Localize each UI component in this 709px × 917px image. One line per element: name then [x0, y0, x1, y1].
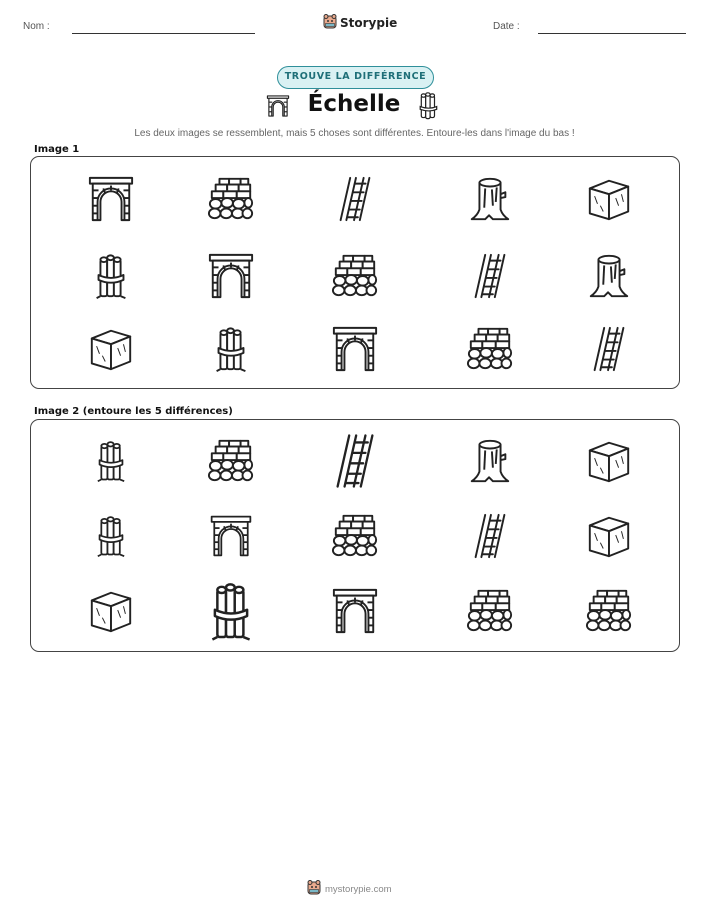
stone-block-icon	[585, 512, 633, 560]
image2-cell[interactable]	[569, 579, 649, 643]
stone-wall-icon	[331, 512, 379, 560]
image2-cell[interactable]	[71, 504, 151, 568]
image2-cell[interactable]	[569, 429, 649, 493]
image2-cell[interactable]	[450, 579, 530, 643]
bear-icon	[323, 14, 337, 32]
image2-cell[interactable]	[71, 429, 151, 493]
image1-panel	[30, 156, 680, 389]
image1-cell[interactable]	[191, 317, 271, 381]
image1-label: Image 1	[34, 144, 80, 155]
title-wood-bundle-icon	[418, 91, 440, 121]
image2-cell[interactable]	[71, 579, 151, 643]
arch-icon	[207, 252, 255, 300]
stone-block-icon	[585, 437, 633, 485]
tree-stump-icon	[466, 437, 514, 485]
image1-cell[interactable]	[71, 167, 151, 231]
image1-cell[interactable]	[450, 317, 530, 381]
ladder-icon	[466, 252, 514, 300]
ladder-icon	[585, 325, 633, 373]
image2-cell[interactable]	[315, 579, 395, 643]
arch-icon	[87, 175, 135, 223]
stone-block-icon	[87, 587, 135, 635]
ladder-icon	[466, 512, 514, 560]
instructions: Les deux images se ressemblent, mais 5 choses sont différentes. Entoure-les dans l'image du bas !	[134, 128, 575, 139]
image1-cell[interactable]	[315, 244, 395, 308]
image1-cell[interactable]	[315, 317, 395, 381]
wood-bundle-icon	[87, 252, 135, 300]
image2-label: Image 2 (entoure les 5 différences)	[34, 406, 233, 417]
date-label: Date :	[493, 21, 520, 32]
image2-cell[interactable]	[191, 504, 271, 568]
page-title: Échelle	[307, 91, 401, 117]
stone-wall-icon	[207, 175, 255, 223]
wood-bundle-icon	[89, 439, 133, 483]
image1-cell[interactable]	[569, 244, 649, 308]
tree-stump-icon	[466, 175, 514, 223]
image1-cell[interactable]	[71, 317, 151, 381]
stone-block-icon	[585, 175, 633, 223]
stone-wall-icon	[585, 587, 633, 635]
image1-cell[interactable]	[315, 167, 395, 231]
brand-logo	[323, 14, 397, 32]
image2-cell[interactable]	[569, 504, 649, 568]
image2-cell[interactable]	[191, 579, 271, 643]
title-badge: TROUVE LA DIFFÉRENCE	[277, 66, 434, 89]
arch-icon	[209, 514, 253, 558]
arch-icon	[331, 325, 379, 373]
stone-block-icon	[87, 325, 135, 373]
image1-cell[interactable]	[569, 317, 649, 381]
name-label: Nom :	[23, 21, 50, 32]
name-line[interactable]	[72, 33, 255, 34]
footer	[307, 880, 392, 898]
ladder-icon	[326, 432, 384, 490]
wood-bundle-icon	[200, 580, 262, 642]
image2-cell[interactable]	[450, 429, 530, 493]
image2-cell[interactable]	[450, 504, 530, 568]
image2-cell[interactable]	[191, 429, 271, 493]
ladder-icon	[331, 175, 379, 223]
image1-cell[interactable]	[569, 167, 649, 231]
image1-cell[interactable]	[191, 244, 271, 308]
bear-icon	[307, 880, 321, 898]
wood-bundle-icon	[207, 325, 255, 373]
image1-cell[interactable]	[450, 167, 530, 231]
stone-wall-icon	[466, 587, 514, 635]
date-line[interactable]	[538, 33, 686, 34]
image1-cell[interactable]	[71, 244, 151, 308]
image1-cell[interactable]	[450, 244, 530, 308]
image1-cell[interactable]	[191, 167, 271, 231]
stone-wall-icon	[331, 252, 379, 300]
stone-wall-icon	[466, 325, 514, 373]
title-arch-icon	[266, 91, 290, 121]
stone-wall-icon	[207, 437, 255, 485]
image2-cell[interactable]	[315, 504, 395, 568]
wood-bundle-icon	[89, 514, 133, 558]
tree-stump-icon	[585, 252, 633, 300]
brand-name: Storypie	[340, 16, 398, 30]
image2-panel	[30, 419, 680, 652]
arch-icon	[331, 587, 379, 635]
footer-site[interactable]: mystorypie.com	[325, 883, 392, 895]
image2-cell[interactable]	[315, 429, 395, 493]
